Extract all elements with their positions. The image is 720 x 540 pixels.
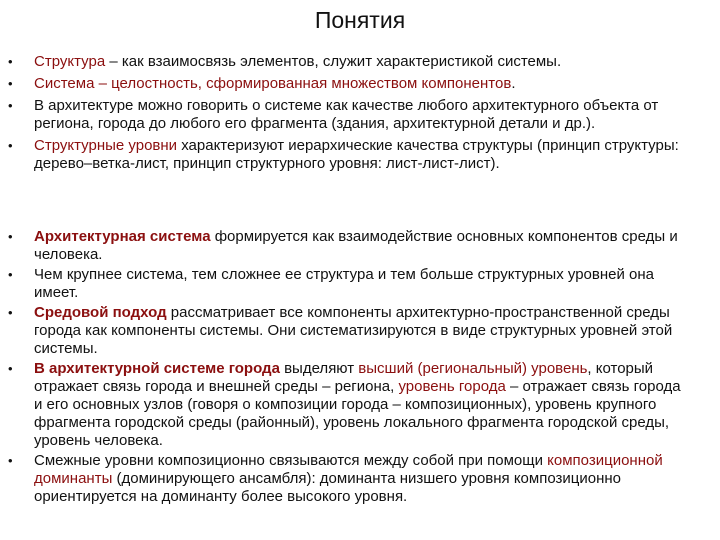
definition-highlight: – целостность, сформированная множеством компонентов [94, 75, 512, 92]
definition-text: . [511, 75, 516, 92]
paragraph-text: Чем крупнее система, тем сложнее ее структура и тем больше структурных уровней она имеет. [34, 266, 654, 301]
definition-text: характеризуют иерархические качества структуры (принцип структуры: дерево–ветка-лист, принцип структурного уровня: лист-лист-лист). [34, 137, 679, 172]
bullet-icon: • [8, 267, 13, 282]
list-item-system-size [0, 266, 686, 302]
definition-text: формируется как взаимодействие основных компонентов среды и человека. [34, 228, 678, 263]
list-item-adjacent-levels [0, 452, 686, 506]
list-item-structure [0, 53, 686, 71]
text-part: (доминирующего ансамбля): доминанта низшего уровня композиционно ориентируется на доминанту более высокого уровня. [34, 470, 621, 505]
definition-text: рассматривает все компоненты архитектурно-пространственной среды города как компоненты системы. Они систематизируются в виде структурных уровней этой системы. [34, 304, 673, 357]
term-structural-levels: Структурные уровни [34, 137, 178, 154]
term-environmental-approach: Средовой подход [34, 304, 167, 321]
highlight-city-level: уровень города [398, 378, 506, 395]
term-structure: Структура [34, 53, 106, 70]
bullet-icon: • [8, 453, 13, 468]
bullet-icon: • [8, 229, 13, 244]
bullet-icon: • [8, 54, 13, 69]
list-item-structural-levels [0, 137, 686, 173]
list-item-city-levels [0, 360, 686, 450]
bullet-icon: • [8, 361, 13, 376]
text-part: Смежные уровни композиционно связываются между собой при помощи [34, 452, 548, 469]
term-architectural-system: Архитектурная система [34, 228, 211, 245]
list-item-architecture-system [0, 97, 686, 133]
concept-list-bottom [0, 228, 686, 508]
text-part: , который отражает связь города и внешней среды – региона, [34, 360, 654, 395]
text-part: – отражает связь города и его основных узлов (говоря о композиции города – композиционных), уровень крупного фрагмента городской среды (районный), уровень локального фрагмента городской среды, уровень человека. [34, 378, 681, 449]
bullet-icon: • [8, 98, 13, 113]
bullet-icon: • [8, 76, 13, 91]
bullet-icon: • [8, 305, 13, 320]
list-item-architectural-system [0, 228, 686, 264]
term-city-system: В архитектурной системе города [34, 360, 280, 377]
bullet-icon: • [8, 138, 13, 153]
concept-list-top [0, 53, 686, 177]
definition-text: – как взаимосвязь элементов, служит характеристикой системы. [105, 53, 562, 70]
highlight-dominant: композиционной доминанты [34, 452, 663, 487]
paragraph-text: В архитектуре можно говорить о системе как качестве любого архитектурного объекта от региона, города до любого его фрагмента (здания, архитектурной детали и др.). [34, 97, 659, 132]
list-item-system [0, 75, 686, 93]
highlight-regional-level: высший (региональный) уровень [358, 360, 588, 377]
term-system: Система [34, 75, 95, 92]
text-part: выделяют [279, 360, 359, 377]
slide-title: Понятия [314, 7, 406, 33]
list-item-environmental-approach [0, 304, 686, 358]
